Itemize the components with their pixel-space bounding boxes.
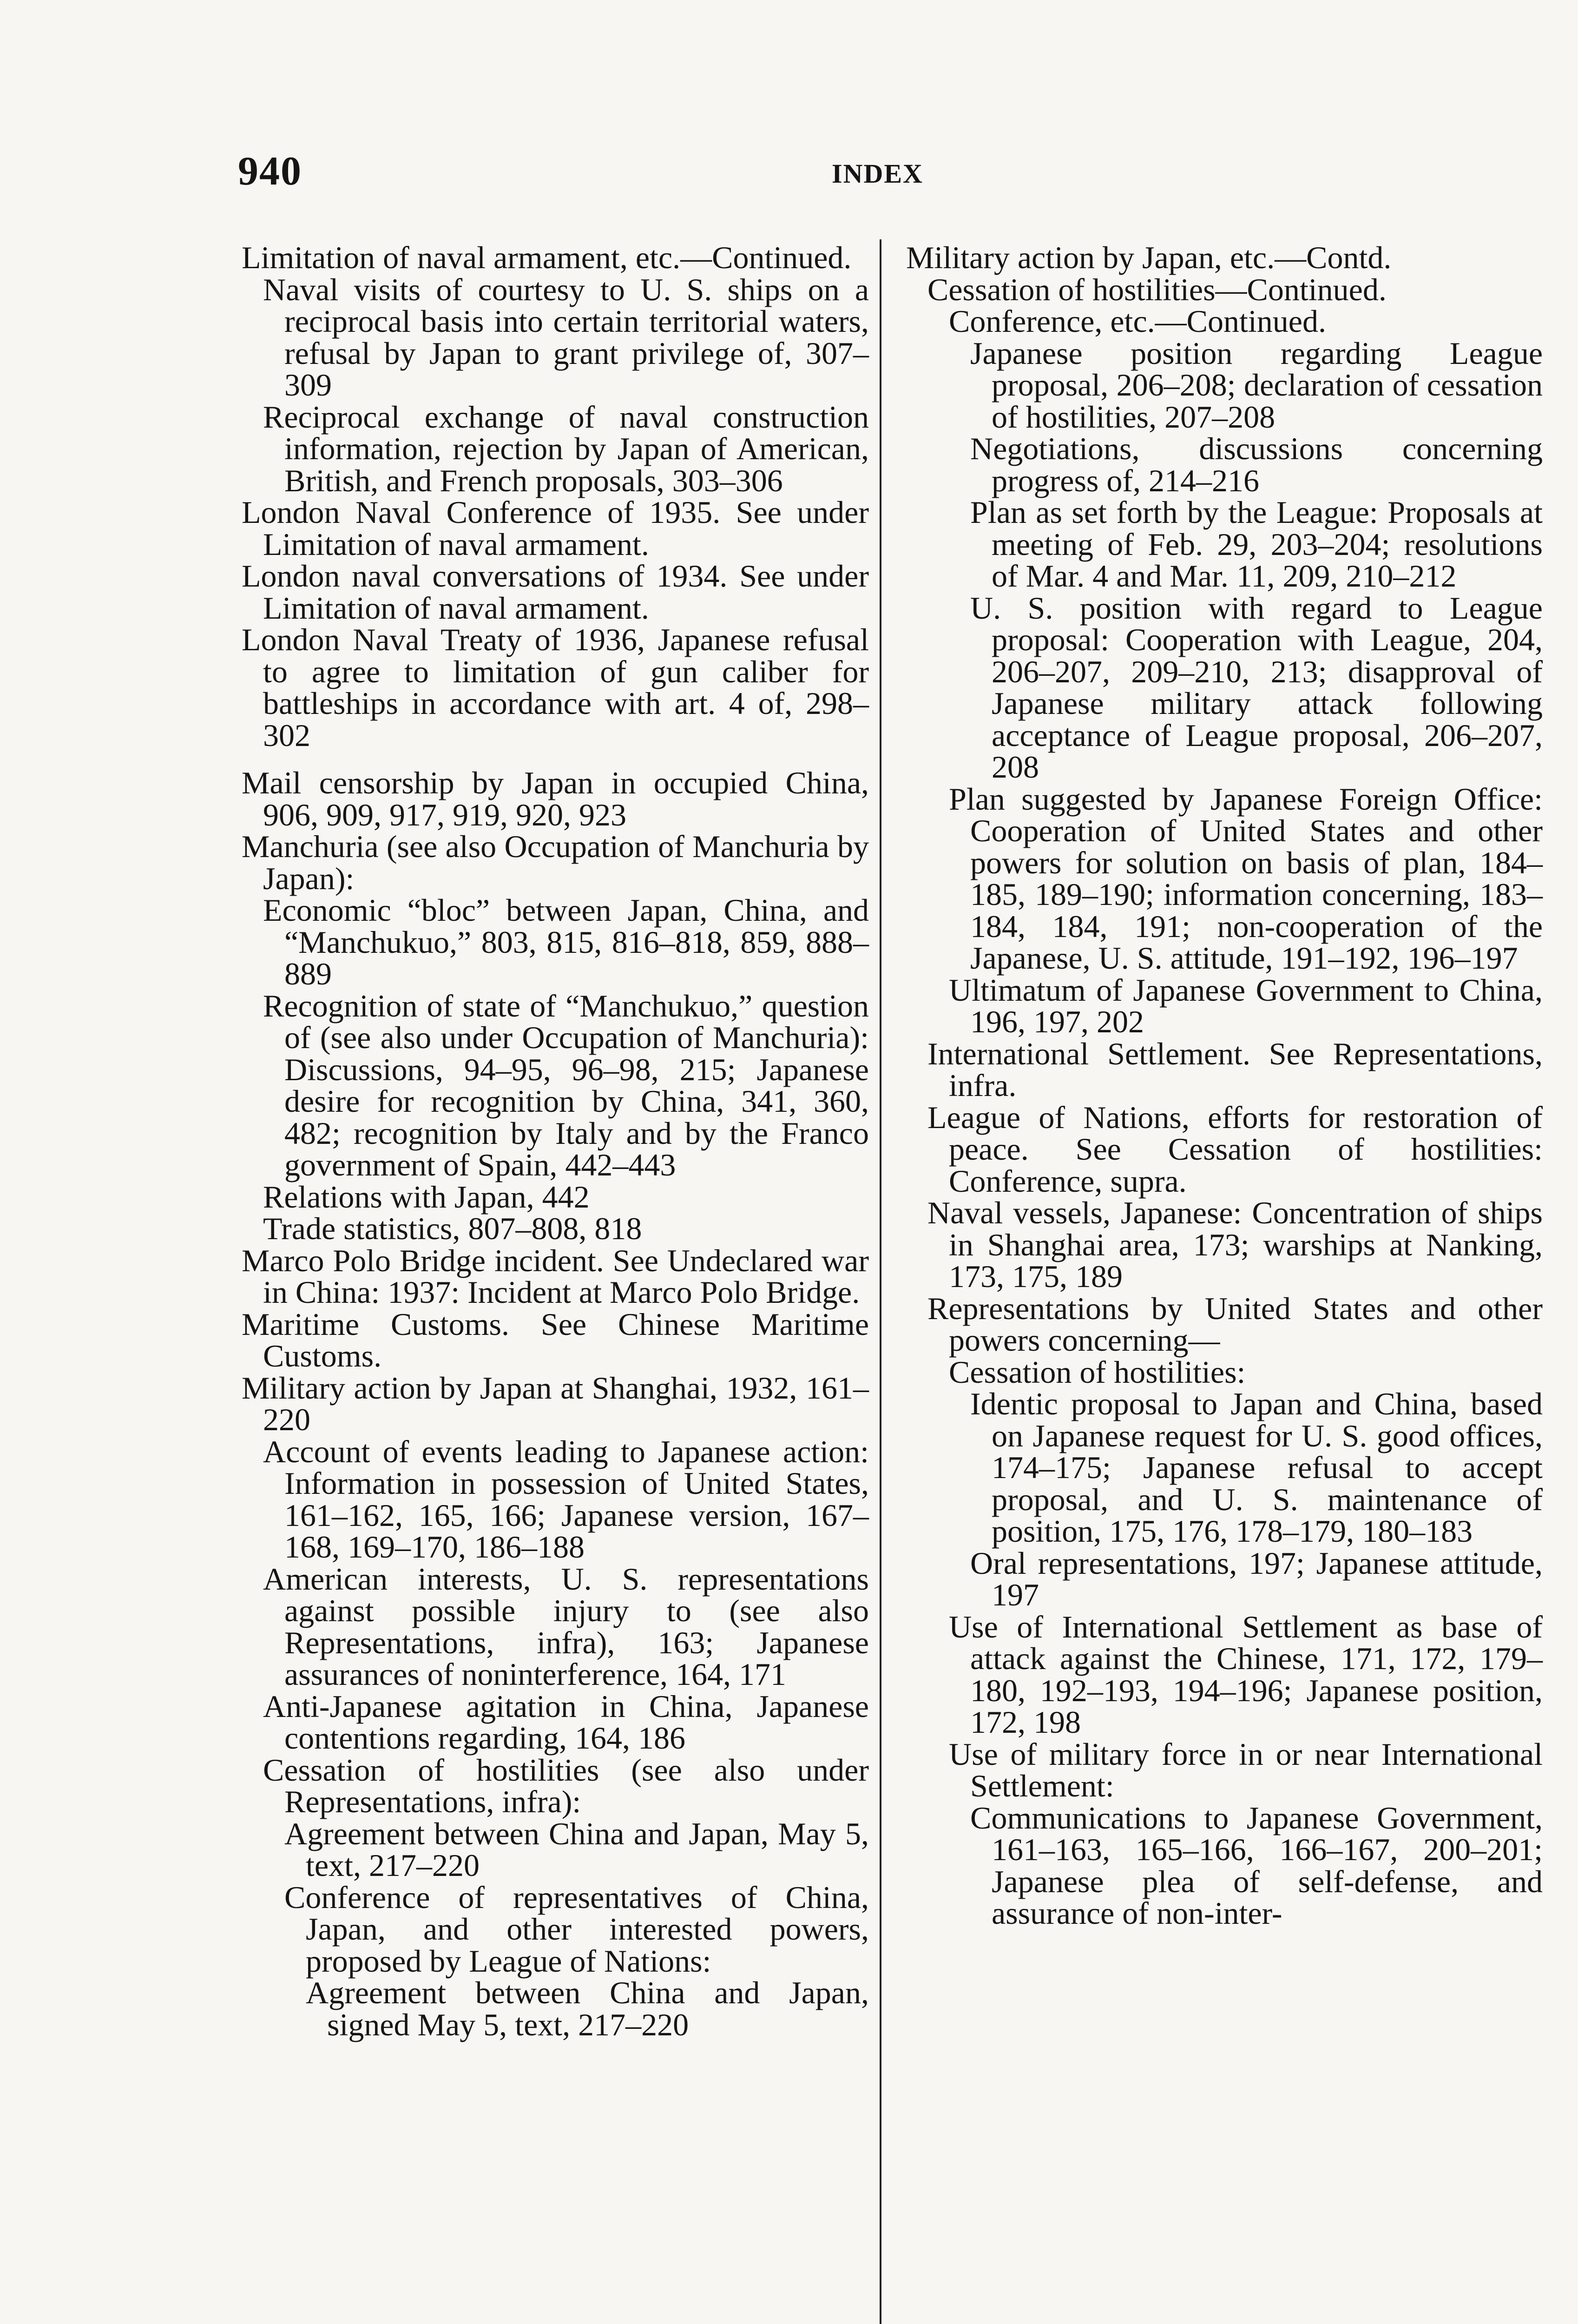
index-entry: Account of events leading to Japanese action: Information in possession of United States, 161–162, 165, 166; Japanese version, 167–168, 169–170, 186–188 xyxy=(263,1433,869,1565)
index-entry: London Naval Conference of 1935. See under Limitation of naval armament. xyxy=(242,495,869,562)
index-entry: Conference, etc.—Continued. xyxy=(949,304,1326,339)
index-entry: Anti-Japanese agitation in China, Japanese contentions regarding, 164, 186 xyxy=(263,1688,869,1756)
index-column-left xyxy=(242,242,869,2040)
index-entry: Communications to Japanese Government, 161–163, 165–166, 166–167, 200–201; Japanese plea of self-defense, and assurance of non-inter- xyxy=(970,1800,1543,1931)
index-entry: Conference of representatives of China, Japan, and other interested powers, proposed by League of Nations: xyxy=(284,1879,869,1979)
index-entry: London Naval Treaty of 1936, Japanese refusal to agree to limitation of gun caliber for battleships in accordance with art. 4 of, 298–302 xyxy=(242,622,869,753)
column-divider xyxy=(880,239,881,2324)
index-entry: Economic “bloc” between Japan, China, and “Manchukuo,” 803, 815, 816–818, 859, 888–889 xyxy=(263,892,869,991)
index-entry: Use of military force in or near International Settlement: xyxy=(949,1736,1543,1803)
index-column-right xyxy=(906,242,1543,1929)
index-entry: Representations by United States and other powers concerning— xyxy=(927,1290,1543,1358)
index-entry: Mail censorship by Japan in occupied China, 906, 909, 917, 919, 920, 923 xyxy=(242,765,869,832)
index-entry: Oral representations, 197; Japanese attitude, 197 xyxy=(970,1545,1543,1612)
index-entry: U. S. position with regard to League proposal: Cooperation with League, 204, 206–207, 209–210, 213; disapproval of Japanese military attack following acceptance of League proposal, 206–207, 208 xyxy=(970,590,1543,785)
running-head: INDEX xyxy=(832,158,923,189)
index-entry: Military action by Japan, etc.—Contd. xyxy=(906,240,1392,275)
index-entry: Naval vessels, Japanese: Concentration of ships in Shanghai area, 173; warships at Nanking, 173, 175, 189 xyxy=(927,1195,1543,1294)
index-entry: Cessation of hostilities (see also under Representations, infra): xyxy=(263,1752,869,1819)
index-entry: Marco Polo Bridge incident. See Undeclared war in China: 1937: Incident at Marco Polo Bridge. xyxy=(242,1242,869,1310)
index-entry: Recognition of state of “Manchukuo,” question of (see also under Occupation of Manchuria): Discussions, 94–95, 96–98, 215; Japanese desire for recognition by China, 341, 360, 482; recognition by Italy and by the Franco government of Spain, 442–443 xyxy=(263,988,869,1182)
index-entry: League of Nations, efforts for restoration of peace. See Cessation of hostilities: Conference, supra. xyxy=(927,1099,1543,1199)
index-entry: Reciprocal exchange of naval construction information, rejection by Japan of American, British, and French proposals, 303–306 xyxy=(263,399,869,498)
index-entry: Military action by Japan at Shanghai, 1932, 161–220 xyxy=(242,1370,869,1437)
index-entry: International Settlement. See Representations, infra. xyxy=(927,1036,1543,1103)
index-entry: Plan suggested by Japanese Foreign Office: Cooperation of United States and other powers for solution on basis of plan, 184–185, 189–190; information concerning, 183–184, 184, 191; non-cooperation of the Japanese, U. S. attitude, 191–192, 196–197 xyxy=(949,781,1543,976)
index-entry: Plan as set forth by the League: Proposals at meeting of Feb. 29, 203–204; resolutions of Mar. 4 and Mar. 11, 209, 210–212 xyxy=(970,495,1543,594)
index-entry: Limitation of naval armament, etc.—Continued. xyxy=(242,240,852,275)
index-entry: Ultimatum of Japanese Government to China, 196, 197, 202 xyxy=(949,972,1543,1039)
index-entry: Negotiations, discussions concerning progress of, 214–216 xyxy=(970,431,1543,498)
index-entry: Use of International Settlement as base of attack against the Chinese, 171, 172, 179–180, 192–193, 194–196; Japanese position, 172, 198 xyxy=(949,1609,1543,1740)
index-entry: Maritime Customs. See Chinese Maritime Customs. xyxy=(242,1306,869,1373)
index-entry: London naval conversations of 1934. See under Limitation of naval armament. xyxy=(242,558,869,626)
index-entry: Agreement between China and Japan, May 5, text, 217–220 xyxy=(284,1816,869,1883)
index-entry: Naval visits of courtesy to U. S. ships on a reciprocal basis into certain territorial waters, refusal by Japan to grant privilege of, 307–309 xyxy=(263,271,869,403)
index-entry: Trade statistics, 807–808, 818 xyxy=(263,1211,642,1246)
index-entry: American interests, U. S. representations against possible injury to (see also Representations, infra), 163; Japanese assurances of noninterference, 164, 171 xyxy=(263,1561,869,1692)
index-entry: Relations with Japan, 442 xyxy=(263,1179,590,1215)
index-entry: Japanese position regarding League proposal, 206–208; declaration of cessation of hostilities, 207–208 xyxy=(970,335,1543,435)
page-number: 940 xyxy=(238,149,302,194)
index-entry: Cessation of hostilities—Continued. xyxy=(927,271,1387,307)
index-entry: Manchuria (see also Occupation of Manchuria by Japan): xyxy=(242,829,869,896)
index-entry: Agreement between China and Japan, signed May 5, text, 217–220 xyxy=(306,1975,869,2042)
index-entry: Identic proposal to Japan and China, based on Japanese request for U. S. good offices, 174–175; Japanese refusal to accept proposal, and U. S. maintenance of position, 175, 176, 178–179, 180–183 xyxy=(970,1386,1543,1549)
index-entry: Cessation of hostilities: xyxy=(949,1354,1246,1390)
